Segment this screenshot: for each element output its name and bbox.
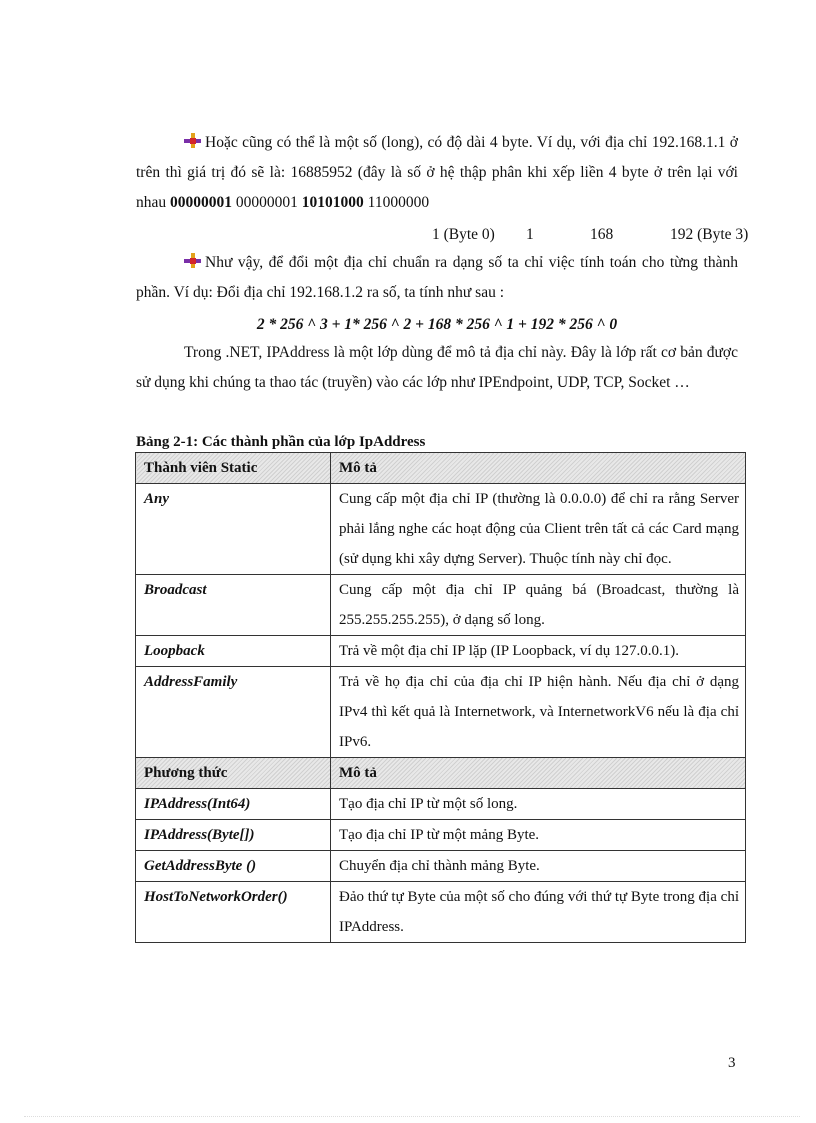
page-edge-divider (24, 1116, 800, 1117)
table-row (136, 484, 746, 575)
byte-label: 1 (Byte 0) (432, 226, 495, 243)
method-description: Tạo địa chỉ IP từ một mảng Byte. (331, 820, 746, 851)
paragraph-conversion-text: Như vậy, để đổi một địa chỉ chuẩn ra dạng số ta chỉ việc tính toán cho từng thành phần. Ví dụ: Đổi địa chỉ 192.168.1.2 ra số, ta tính như sau : (136, 254, 738, 301)
member-description: Cung cấp một địa chỉ IP quảng bá (Broadcast, thường là 255.255.255.255), ở dạng số long. (331, 575, 746, 636)
header-cell: Mô tả (331, 758, 746, 789)
paragraph-conversion (136, 248, 738, 308)
method-description: Tạo địa chỉ IP từ một số long. (331, 789, 746, 820)
paragraph-long-value-text: Hoặc cũng có thể là một số (long), có độ dài 4 byte. Ví dụ, với địa chỉ 192.168.1.1 ở trên thì giá trị đó sẽ là: 16885952 (đây là số ở hệ thập phân khi xếp liền 4 byte ở trên lại với nhau (136, 134, 738, 211)
byte-label: 168 (590, 226, 614, 243)
method-description: Chuyển địa chỉ thành mảng Byte. (331, 851, 746, 882)
table-row (136, 575, 746, 636)
paragraph-long-value (136, 128, 738, 218)
method-name: GetAddressByte () (136, 851, 331, 882)
formula: 2 * 256 ^ 3 + 1* 256 ^ 2 + 168 * 256 ^ 1 + 192 * 256 ^ 0 (256, 316, 618, 333)
table-caption: Bảng 2-1: Các thành phần của lớp IpAddress (136, 434, 426, 450)
method-name: IPAddress(Int64) (136, 789, 331, 820)
table-row (136, 820, 746, 851)
byte-label: 192 (Byte 3) (670, 226, 749, 243)
method-name: HostToNetworkOrder() (136, 882, 331, 943)
table-row (136, 789, 746, 820)
member-name: Broadcast (136, 575, 331, 636)
header-cell: Mô tả (331, 453, 746, 484)
byte-label: 1 (526, 226, 534, 243)
paragraph-dotnet (136, 338, 738, 398)
method-description: Đảo thứ tự Byte của một số cho đúng với thứ tự Byte trong địa chỉ IPAddress. (331, 882, 746, 943)
table-row (136, 636, 746, 667)
bullet-icon (184, 133, 201, 148)
table-header-static (136, 453, 746, 484)
table-row (136, 882, 746, 943)
paragraph-dotnet-text: Trong .NET, IPAddress là một lớp dùng để mô tả địa chỉ này. Đây là lớp rất cơ bản được sử dụng khi chúng ta thao tác (truyền) vào các lớp như IPEndpoint, UDP, TCP, Socket … (136, 344, 738, 391)
byte-3-bits: 11000000 (367, 194, 430, 211)
table-row (136, 851, 746, 882)
table-header-methods (136, 758, 746, 789)
page-number: 3 (728, 1055, 736, 1071)
ipaddress-members-table (135, 452, 746, 943)
member-description: Cung cấp một địa chỉ IP (thường là 0.0.0.0) để chỉ ra rằng Server phải lắng nghe các hoạt động của Client trên tất cả các Card mạng (sử dụng khi xây dựng Server). Thuộc tính này chỉ đọc. (331, 484, 746, 575)
member-name: Any (136, 484, 331, 575)
method-name: IPAddress(Byte[]) (136, 820, 331, 851)
member-description: Trả về họ địa chỉ của địa chỉ IP hiện hành. Nếu địa chỉ ở dạng IPv4 thì kết quả là Internetwork, và InternetworkV6 nếu là địa chỉ IPv6. (331, 667, 746, 758)
header-cell: Thành viên Static (136, 453, 331, 484)
byte-0-bits: 00000001 (170, 194, 233, 211)
byte-1-bits: 00000001 (235, 194, 298, 211)
byte-2-bits: 10101000 (301, 194, 364, 211)
table-row (136, 667, 746, 758)
byte-labels-row (430, 220, 770, 250)
member-name: AddressFamily (136, 667, 331, 758)
member-name: Loopback (136, 636, 331, 667)
bullet-icon (184, 253, 201, 268)
header-cell: Phương thức (136, 758, 331, 789)
member-description: Trả về một địa chỉ IP lặp (IP Loopback, ví dụ 127.0.0.1). (331, 636, 746, 667)
